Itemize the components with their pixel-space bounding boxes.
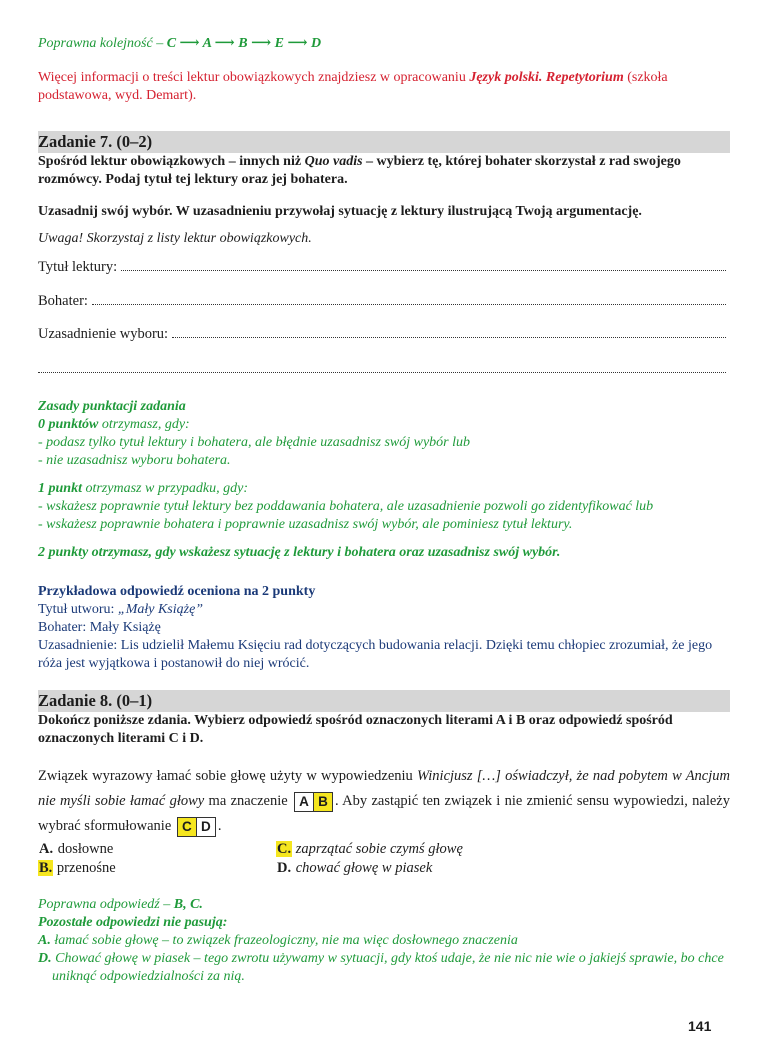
example-answer [38,583,730,673]
rule-two: 2 punkty otrzymasz, gdy wskażesz sytuację z lektury i bohatera oraz uzasadnisz swój wybór. [38,545,561,560]
task8-answer [38,896,730,986]
task8-command: Dokończ poniższe zdania. Wybierz odpowiedź spośród oznaczonych literami A i B oraz odpowiedź spośród oznaczonych literami C i D. [38,713,673,746]
example-heading: Przykładowa odpowiedź oceniona na 2 punkty [38,584,316,599]
book-title: Język polski. Repetytorium [469,70,624,85]
answer-a: A. łamać sobie głowę – to związek frazeologiczny, nie ma więc dosłownego znaczenia [38,933,518,948]
answer-d: D. Chować głowę w piasek – tego zwrotu używamy w sytuacji, gdy ktoś udaje, że nie nic nie wie o jakiejś sprawie, bo chce uniknąć odpowiedzialności za nią. [38,951,724,984]
order-sequence: C ⟶ A ⟶ B ⟶ E ⟶ D [166,36,322,51]
rule-one-item: - wskażesz poprawnie bohatera i poprawnie uzasadnisz swój wybór, ale pominiesz tytuł lektury. [38,517,573,532]
task7-heading: Zadanie 7. (0–2) [38,131,730,153]
option-d[interactable]: D. chować głowę w piasek [277,860,433,876]
more-info-note: Więcej informacji o treści lektur obowiązkowych znajdziesz w opracowaniu Język polski. Repetytorium (szkoła podstawowa, wyd. Demart). [38,70,668,103]
answer-line: Poprawna odpowiedź – B, C. [38,897,203,912]
scoring-rules [38,398,730,562]
example-title: Tytuł utworu: „Mały Książę” [38,602,204,617]
task7-command: Spośród lektur obowiązkowych – innych niż Quo vadis – wybierz tę, której bohater skorzystał z rad swojego rozmówcy. Podaj tytuł tej lektury oraz jej bohatera. [38,154,681,187]
rule-zero: 0 punktów otrzymasz, gdy: [38,417,190,432]
selected-c: C [178,818,196,836]
task8-sentence: Związek wyrazowy łamać sobie głowę użyty w wypowiedzeniu Winicjusz […] oświadczył, że nad pobytem w Ancjum nie myśli sobie łamać głowy ma znaczenie A B . Aby zastąpić ten związek i nie zmienić sensu wypowiedzi, należy wybrać sformułowanie C D . [38,764,730,839]
task8-heading: Zadanie 8. (0–1) [38,690,730,712]
correct-order: Poprawna kolejność – C ⟶ A ⟶ B ⟶ E ⟶ D [38,36,322,51]
rule-one: 1 punkt otrzymasz w przypadku, gdy: [38,481,249,496]
rule-one-item: - wskażesz poprawnie tytuł lektury bez poddawania bohatera, ale uzasadnienie pozwoli go zidentyfikować lub [38,499,654,514]
rules-heading: Zasady punktacji zadania [38,399,186,414]
reason-field-extra-line[interactable] [38,360,726,373]
reason-field[interactable]: Uzasadnienie wyboru: [38,325,726,343]
rule-zero-item: - nie uzasadnisz wyboru bohatera. [38,453,231,468]
example-reason: Uzasadnienie: Lis udzielił Małemu Księciu rad dotyczących budowania relacji. Dzięki temu chłopiec zrozumiał, że jego róża jest wyjątkowa i postanowił do niej wrócić. [38,638,713,671]
hero-field[interactable]: Bohater: [38,292,726,310]
task8-options [38,840,730,878]
selected-b: B [313,793,332,811]
title-field[interactable]: Tytuł lektury: [38,258,726,276]
answer-others: Pozostałe odpowiedzi nie pasują: [38,915,228,930]
rule-zero-item: - podasz tylko tytuł lektury i bohatera, ale błędnie uzasadnisz swój wybór lub [38,435,471,450]
answer-box-ab[interactable]: A B [294,792,333,812]
task7-justify: Uzasadnij swój wybór. W uzasadnieniu przywołaj sytuację z lektury ilustrującą Twoją argumentację. [38,204,642,219]
option-c[interactable]: C. zaprzątać sobie czymś głowę [277,841,463,857]
example-hero: Bohater: Mały Książę [38,620,161,635]
option-a[interactable]: A. dosłowne [39,841,114,857]
answer-box-cd[interactable]: C D [177,817,216,837]
option-b[interactable]: B. przenośne [39,860,116,876]
page-number: 141 [688,1018,712,1034]
task7-note: Uwaga! Skorzystaj z listy lektur obowiązkowych. [38,231,312,246]
